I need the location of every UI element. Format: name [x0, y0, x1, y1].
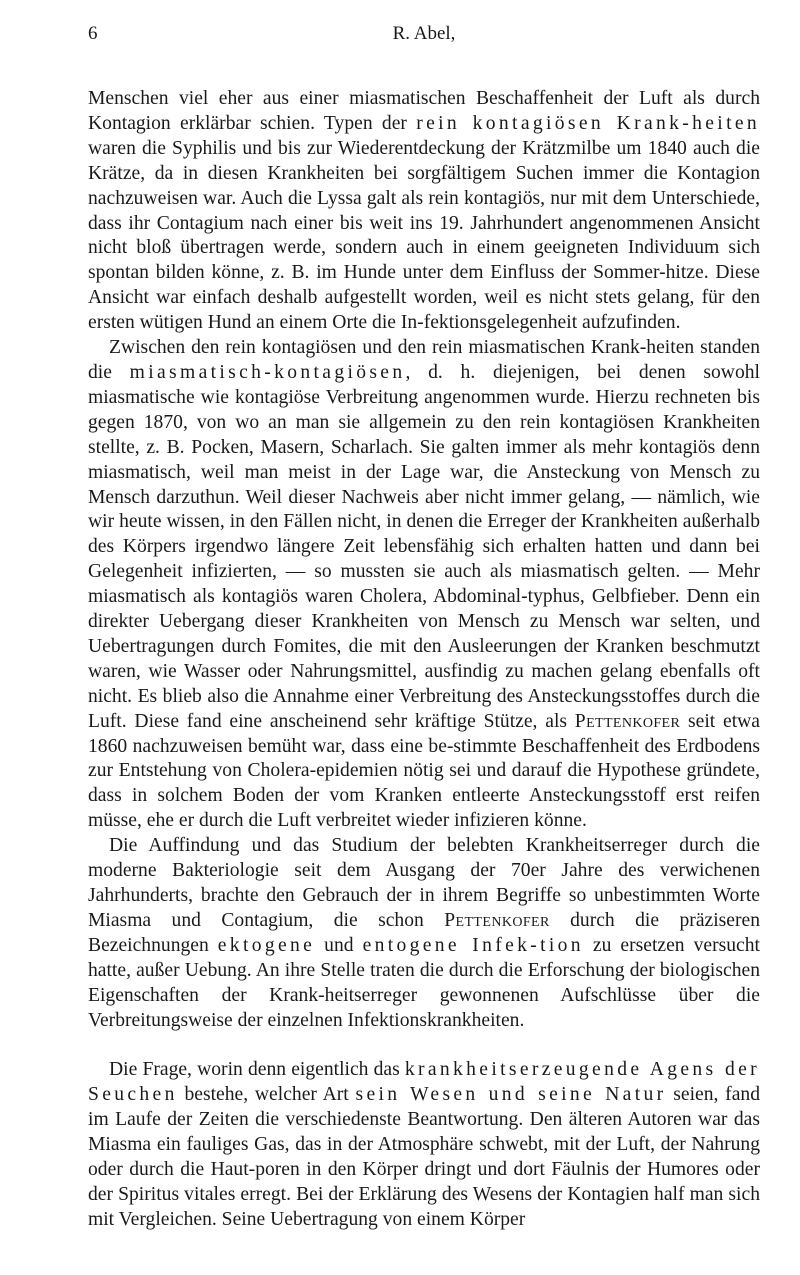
author-name: Pettenkofer [444, 909, 550, 931]
page-header [88, 23, 760, 63]
paragraph: Die Auffindung und das Studium der belebten Krankheitserreger durch die moderne Bakteriologie seit dem Ausgang der 70er Jahre des verwichenen Jahrhunderts, brachte den Gebrauch der in ihrem Begriffe so unbestimmten Worte Miasma und Contagium, die schon Pettenkofer durch die präziseren Bezeichnungen ektogene und entogene Infek-tion zu ersetzen versucht hatte, außer Uebung. An ihre Stelle traten die durch die Erforschung der biologischen Eigenschaften der Krank-heitserreger gewonnenen Aufschlüsse über die Verbreitungsweise der einzelnen Infektionskrankheiten. [88, 835, 760, 1031]
paragraph: Menschen viel eher aus einer miasmatischen Beschaffenheit der Luft als durch Kontagion erklärbar schien. Typen der rein kontagiösen Krank-heiten waren die Syphilis und bis zur Wiederentdeckung der Krätzmilbe um 1840 auch die Krätze, da in diesen Krankheiten bei sorgfältigem Suchen immer die Kontagion nachzuweisen war. Auch die Lyssa galt als rein kontagiös, nur mit dem Unterschiede, dass ihr Contagium nach einer bis weit ins 19. Jahrhundert angenommenen Ansicht nicht bloß übertragen werde, sondern auch in einem geeigneten Individuum sich spontan bilden könne, z. B. im Hunde unter dem Einfluss der Sommer-hitze. Diese Ansicht war einfach deshalb aufgestellt worden, weil es nicht stets gelang, für den ersten wütigen Hund an einem Orte die In-fektionsgelegenheit aufzufinden. [88, 88, 760, 334]
paragraph: Die Frage, worin denn eigentlich das krankheitserzeugende Agens der Seuchen bestehe, welcher Art sein Wesen und seine Natur seien, fand im Laufe der Zeiten die verschiedenste Beantwortung. Den älteren Autoren war das Miasma ein fauliges Gas, das in der Atmosphäre schwebt, mit der Luft, der Nahrung oder durch die Haut-poren in den Körper dringt und dort Fäulnis der Humores oder der Spiritus vitales erregt. Bei der Erklärung des Wesens der Kontagien half man sich mit Vergleichen. Seine Uebertragung von einem Körper [88, 1059, 760, 1230]
emphasized-term: entogene Infek-tion [362, 934, 584, 956]
emphasized-term: miasmatisch-kontagiösen [129, 361, 406, 383]
author-name: Pettenkofer [574, 710, 681, 732]
emphasized-term: ektogene [217, 934, 316, 956]
paragraph: Zwischen den rein kontagiösen und den rein miasmatischen Krank-heiten standen die miasmatisch-kontagiösen, d. h. diejenigen, bei denen sowohl miasmatische wie kontagiöse Verbreitung angenommen wurde. Hierzu rechneten bis gegen 1870, von wo an man sie allgemein zu den rein kontagiösen Krankheiten stellte, z. B. Pocken, Masern, Scharlach. Sie galten immer als mehr kontagiös denn miasmatisch, weil man meist in der Lage war, die Ansteckung von Mensch zu Mensch darzuthun. Weil dieser Nachweis aber nicht immer gelang, — nämlich, wie wir heute wissen, in den Fällen nicht, in denen die Erreger der Krankheiten außerhalb des Körpers irgendwo längere Zeit lebensfähig sich erhalten hatten und dann bei Gelegenheit infizierten, — so mussten sie auch als miasmatisch gelten. — Mehr miasmatisch als kontagiös waren Cholera, Abdominal-typhus, Gelbfieber. Denn ein direkter Uebergang dieser Krankheiten von Mensch zu Mensch war selten, und Uebertragungen durch Fomites, die mit den Ausleerungen der Kranken beschmutzt waren, wie Wasser oder Nahrungsmittel, ausfindig zu machen gelang ebenfalls oft nicht. Es blieb also die Annahme einer Verbreitung des Ansteckungsstoffes durch die Luft. Diese fand eine anscheinend sehr kräftige Stütze, als Pettenkofer seit etwa 1860 nachzuweisen bemüht war, dass eine be-stimmte Beschaffenheit des Erdbodens zur Entstehung von Cholera-epidemien nötig sei und darauf die Hypothese gründete, dass in solchem Boden der vom Kranken entleerte Ansteckungsstoff erst reifen müsse, ehe er durch die Luft verbreitet wieder infizieren könne. [88, 337, 760, 832]
document-page [88, 0, 760, 1233]
running-head: R. Abel, [392, 23, 456, 44]
emphasized-term: krankheitserzeugende Agens der Seuchen [88, 1059, 760, 1106]
emphasized-term: sein Wesen und seine Natur [355, 1084, 667, 1106]
page-number: 6 [88, 23, 98, 44]
body-text [88, 87, 760, 1233]
emphasized-term: rein kontagiösen Krank-heiten [416, 112, 760, 134]
